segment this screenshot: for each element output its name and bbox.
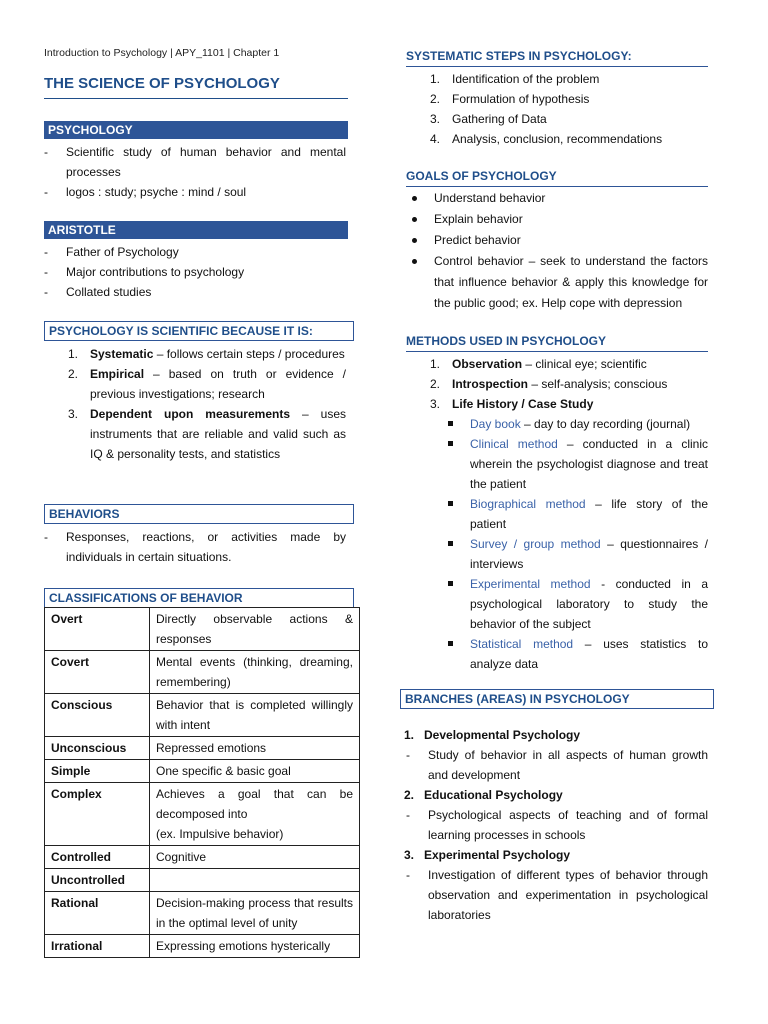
item-title: Educational Psychology bbox=[424, 788, 563, 802]
list-item bbox=[44, 404, 346, 464]
table-cell-desc: Decision-making process that results in the optimal level of unity bbox=[150, 892, 360, 935]
aristotle-list bbox=[44, 242, 346, 302]
item-number: 3. bbox=[68, 407, 79, 421]
list-item bbox=[406, 494, 708, 534]
heading-methods: METHODS USED IN PSYCHOLOGY bbox=[406, 334, 708, 352]
list-item: - Scientific study of human behavior and mental processes bbox=[44, 142, 346, 182]
list-item bbox=[406, 188, 708, 209]
item-term: Life History / Case Study bbox=[452, 397, 594, 411]
section-classifications bbox=[44, 588, 360, 958]
square-bullet-icon bbox=[448, 641, 453, 646]
table-row bbox=[45, 694, 360, 737]
running-head: Introduction to Psychology | APY_1101 | Chapter 1 bbox=[44, 47, 280, 59]
item-text: Identification of the problem bbox=[452, 72, 600, 86]
item-number: 1. bbox=[430, 357, 441, 371]
item-desc: – uses instruments that are reliable and valid such as IQ & personality tests, and statistics bbox=[90, 407, 346, 461]
list-item bbox=[406, 89, 696, 109]
branch-desc-list bbox=[400, 865, 708, 925]
classification-table bbox=[44, 607, 360, 958]
list-item bbox=[406, 414, 708, 434]
branch-desc-list bbox=[400, 745, 708, 785]
list-item bbox=[406, 69, 696, 89]
bullet-icon bbox=[412, 196, 417, 201]
table-row bbox=[45, 869, 360, 892]
section-aristotle bbox=[44, 221, 348, 302]
behaviors-list bbox=[44, 527, 346, 567]
item-term: Introspection bbox=[452, 377, 529, 391]
item-term: Clinical method bbox=[470, 437, 558, 451]
branch-desc-list bbox=[400, 805, 708, 845]
heading-branches: BRANCHES (AREAS) IN PSYCHOLOGY bbox=[400, 689, 714, 709]
branch-title bbox=[400, 785, 708, 805]
section-methods bbox=[406, 334, 708, 674]
bullet-icon bbox=[412, 217, 417, 222]
square-bullet-icon bbox=[448, 541, 453, 546]
table-cell-desc bbox=[150, 783, 360, 846]
list-item: - Responses, reactions, or activities made by individuals in certain situations. bbox=[44, 527, 346, 567]
item-text: Explain behavior bbox=[434, 212, 523, 226]
table-row bbox=[45, 737, 360, 760]
section-goals bbox=[406, 169, 708, 314]
square-bullet-icon bbox=[448, 441, 453, 446]
item-number: 2. bbox=[68, 367, 79, 381]
list-item bbox=[406, 129, 696, 149]
item-number: 2. bbox=[430, 377, 441, 391]
list-item: - Study of behavior in all aspects of human growth and development bbox=[406, 745, 708, 785]
table-row bbox=[45, 892, 360, 935]
item-desc: – self-analysis; conscious bbox=[528, 377, 668, 391]
table-cell-term: Irrational bbox=[45, 935, 150, 958]
table-cell-term: Simple bbox=[45, 760, 150, 783]
table-cell-desc bbox=[150, 869, 360, 892]
heading-aristotle: ARISTOTLE bbox=[44, 221, 348, 239]
item-title: Developmental Psychology bbox=[424, 728, 581, 742]
list-item: - Psychological aspects of teaching and of formal learning processes in schools bbox=[406, 805, 708, 845]
item-number: 4. bbox=[430, 132, 441, 146]
bullet-icon bbox=[412, 238, 417, 243]
table-cell-term: Overt bbox=[45, 608, 150, 651]
table-cell-term: Rational bbox=[45, 892, 150, 935]
item-text: Understand behavior bbox=[434, 191, 546, 205]
list-item: - Investigation of different types of behavior through observation and experimentation in psychological laboratories bbox=[406, 865, 708, 925]
table-cell-term: Controlled bbox=[45, 846, 150, 869]
item-number: 3. bbox=[404, 848, 415, 862]
table-cell-desc: One specific & basic goal bbox=[150, 760, 360, 783]
table-row bbox=[45, 783, 360, 846]
section-behaviors bbox=[44, 504, 354, 567]
table-row bbox=[45, 846, 360, 869]
list-item: - Collated studies bbox=[44, 282, 346, 302]
item-number: 1. bbox=[404, 728, 415, 742]
section-steps bbox=[406, 49, 708, 149]
item-term: Systematic bbox=[90, 347, 154, 361]
item-term: Experimental method bbox=[470, 577, 591, 591]
item-desc: – follows certain steps / procedures bbox=[153, 347, 345, 361]
item-desc: – questionnaires / interviews bbox=[470, 537, 709, 571]
heading-classifications: CLASSIFICATIONS OF BEHAVIOR bbox=[44, 588, 354, 607]
bullet-icon bbox=[412, 259, 417, 264]
table-row bbox=[45, 608, 360, 651]
item-number: 3. bbox=[430, 397, 441, 411]
scientific-list bbox=[44, 344, 346, 464]
list-item bbox=[406, 434, 708, 494]
table-cell-desc: Behavior that is completed willingly with intent bbox=[150, 694, 360, 737]
item-text: Formulation of hypothesis bbox=[452, 92, 590, 106]
table-cell-term: Complex bbox=[45, 783, 150, 846]
list-item: - logos : study; psyche : mind / soul bbox=[44, 182, 346, 202]
item-desc: – based on truth or evidence / previous investigations; research bbox=[90, 367, 346, 401]
list-item bbox=[406, 251, 708, 314]
table-row bbox=[45, 651, 360, 694]
square-bullet-icon bbox=[448, 501, 453, 506]
table-cell-desc: Repressed emotions bbox=[150, 737, 360, 760]
case-study-methods-list bbox=[406, 414, 708, 674]
item-desc: – day to day recording (journal) bbox=[520, 417, 691, 431]
heading-goals: GOALS OF PSYCHOLOGY bbox=[406, 169, 708, 187]
item-term: Statistical method bbox=[470, 637, 574, 651]
item-text: Gathering of Data bbox=[452, 112, 547, 126]
square-bullet-icon bbox=[448, 421, 453, 426]
page-title: THE SCIENCE OF PSYCHOLOGY bbox=[44, 75, 348, 99]
list-item bbox=[406, 574, 708, 634]
psychology-list bbox=[44, 142, 346, 202]
table-cell-desc: Mental events (thinking, dreaming, remembering) bbox=[150, 651, 360, 694]
steps-list bbox=[406, 69, 696, 149]
list-item bbox=[44, 364, 346, 404]
item-number: 2. bbox=[404, 788, 415, 802]
section-branches bbox=[400, 689, 714, 925]
list-item bbox=[406, 109, 696, 129]
branch-title bbox=[400, 845, 708, 865]
heading-behaviors: BEHAVIORS bbox=[44, 504, 354, 524]
item-desc: – clinical eye; scientific bbox=[522, 357, 647, 371]
branches-list bbox=[400, 725, 708, 925]
heading-scientific: PSYCHOLOGY IS SCIENTIFIC BECAUSE IT IS: bbox=[44, 321, 354, 341]
list-item bbox=[406, 354, 708, 374]
table-cell-term: Conscious bbox=[45, 694, 150, 737]
item-term: Observation bbox=[452, 357, 523, 371]
table-row bbox=[45, 760, 360, 783]
item-term: Empirical bbox=[90, 367, 145, 381]
item-number: 1. bbox=[430, 72, 441, 86]
list-item bbox=[406, 634, 708, 674]
item-number: 2. bbox=[430, 92, 441, 106]
heading-steps: SYSTEMATIC STEPS IN PSYCHOLOGY: bbox=[406, 49, 708, 67]
item-desc: - conducted in a psychological laboratory to study the behavior of the subject bbox=[470, 577, 709, 631]
table-cell-term: Unconscious bbox=[45, 737, 150, 760]
square-bullet-icon bbox=[448, 581, 453, 586]
heading-psychology: PSYCHOLOGY bbox=[44, 121, 348, 139]
item-title: Experimental Psychology bbox=[424, 848, 571, 862]
table-cell-desc: Directly observable actions & responses bbox=[150, 608, 360, 651]
section-scientific bbox=[44, 321, 354, 464]
complex-desc: Achieves a goal that can be decomposed into bbox=[156, 787, 353, 821]
item-number: 1. bbox=[68, 347, 79, 361]
section-psychology bbox=[44, 121, 348, 202]
list-item: - Father of Psychology bbox=[44, 242, 346, 262]
list-item bbox=[406, 374, 708, 394]
list-item bbox=[44, 344, 346, 364]
list-item bbox=[406, 394, 708, 414]
item-number: 3. bbox=[430, 112, 441, 126]
item-term: Survey / group method bbox=[470, 537, 601, 551]
item-text: Control behavior – seek to understand the factors that influence behavior & apply this knowledge for the public good; ex. Help cope with depression bbox=[434, 254, 708, 310]
table-row bbox=[45, 935, 360, 958]
item-text: Analysis, conclusion, recommendations bbox=[452, 132, 663, 146]
list-item: - Major contributions to psychology bbox=[44, 262, 346, 282]
table-cell-desc: Expressing emotions hysterically bbox=[150, 935, 360, 958]
item-term: Day book bbox=[470, 417, 521, 431]
table-cell-desc: Cognitive bbox=[150, 846, 360, 869]
item-term: Biographical method bbox=[470, 497, 586, 511]
list-item bbox=[406, 209, 708, 230]
methods-list bbox=[406, 354, 708, 414]
goals-list bbox=[406, 188, 708, 314]
table-cell-term: Covert bbox=[45, 651, 150, 694]
list-item bbox=[406, 230, 708, 251]
item-desc: – uses statistics to analyze data bbox=[470, 637, 708, 671]
table-cell-term: Uncontrolled bbox=[45, 869, 150, 892]
list-item bbox=[406, 534, 708, 574]
branch-title bbox=[400, 725, 708, 745]
item-desc: – conducted in a clinic wherein the psychologist diagnose and treat the patient bbox=[470, 437, 708, 491]
complex-note: (ex. Impulsive behavior) bbox=[156, 827, 284, 841]
item-desc: – life story of the patient bbox=[470, 497, 708, 531]
item-text: Predict behavior bbox=[434, 233, 521, 247]
item-term: Dependent upon measurements bbox=[90, 407, 290, 421]
